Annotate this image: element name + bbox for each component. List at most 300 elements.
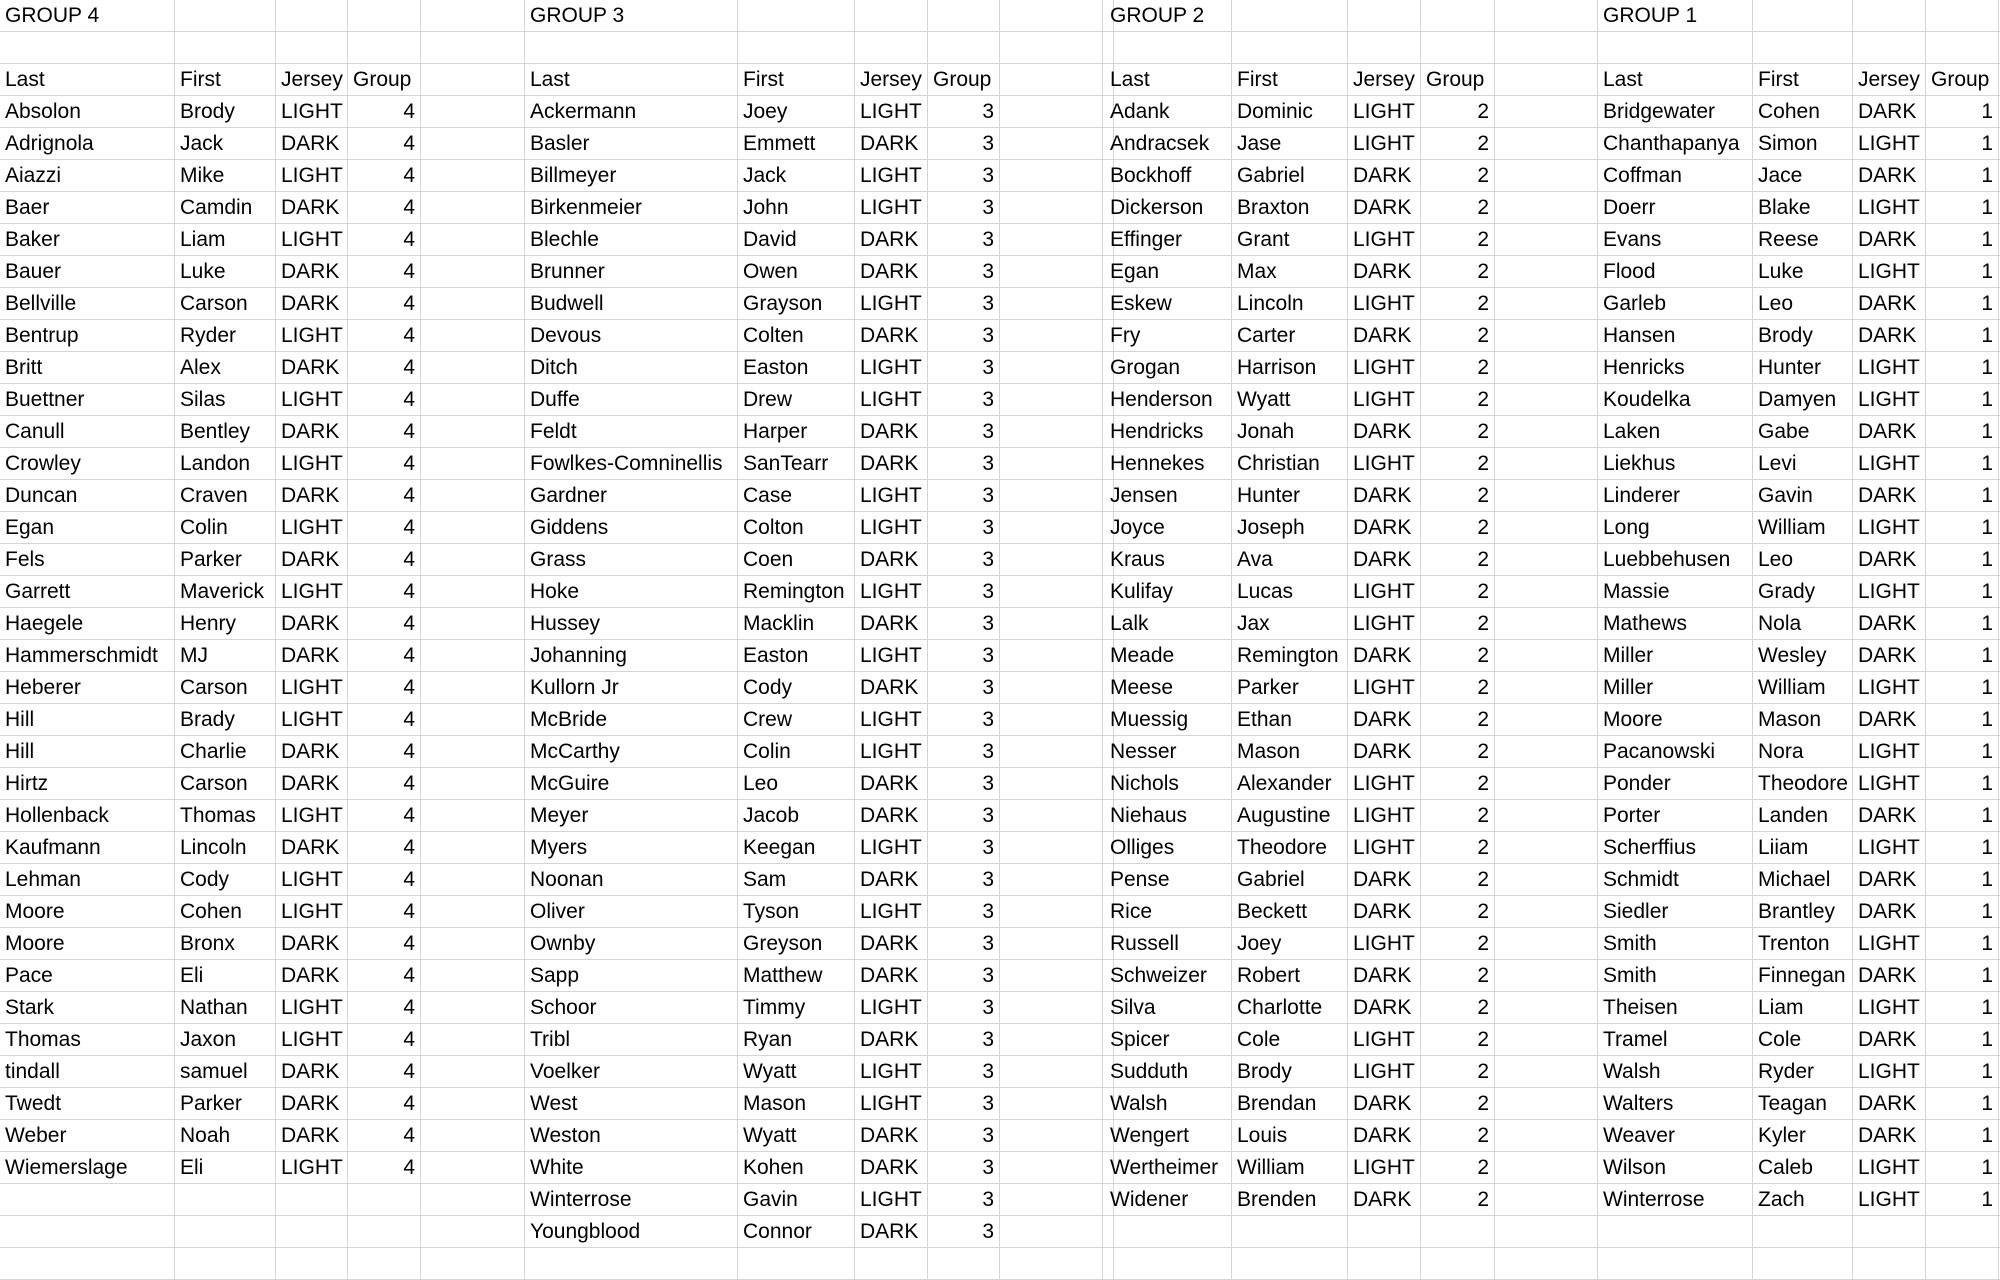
cell-r35-c4[interactable]: 4 <box>348 1088 421 1120</box>
cell-r28-c4[interactable]: 4 <box>348 864 421 896</box>
cell-r20-c5[interactable] <box>421 608 525 640</box>
cell-r18-c13[interactable]: Ava <box>1232 544 1348 576</box>
cell-r28-c5[interactable] <box>421 864 525 896</box>
cell-r2-c4[interactable] <box>348 32 421 64</box>
cell-r6-c10[interactable] <box>1000 160 1103 192</box>
cell-r28-c19[interactable]: DARK <box>1853 864 1926 896</box>
cell-r20-c1[interactable]: Haegele <box>0 608 175 640</box>
cell-r30-c12[interactable]: Russell <box>1105 928 1232 960</box>
cell-r9-c10[interactable] <box>1000 256 1103 288</box>
cell-r14-c14[interactable]: DARK <box>1348 416 1421 448</box>
cell-r22-c12[interactable]: Meese <box>1105 672 1232 704</box>
cell-r39-c8[interactable]: DARK <box>855 1216 928 1248</box>
cell-r34-c1[interactable]: tindall <box>0 1056 175 1088</box>
cell-r37-c17[interactable]: Wilson <box>1598 1152 1753 1184</box>
cell-r33-c6[interactable]: Tribl <box>525 1024 738 1056</box>
cell-r8-c8[interactable]: DARK <box>855 224 928 256</box>
cell-r10-c18[interactable]: Leo <box>1753 288 1853 320</box>
cell-r40-c6[interactable] <box>525 1248 738 1280</box>
cell-r19-c20[interactable]: 1 <box>1926 576 1999 608</box>
cell-r33-c19[interactable]: DARK <box>1853 1024 1926 1056</box>
cell-r2-c19[interactable] <box>1853 32 1926 64</box>
cell-r5-c16[interactable] <box>1495 128 1598 160</box>
cell-r36-c9[interactable]: 3 <box>928 1120 1000 1152</box>
cell-r13-c9[interactable]: 3 <box>928 384 1000 416</box>
cell-r16-c18[interactable]: Gavin <box>1753 480 1853 512</box>
cell-r24-c4[interactable]: 4 <box>348 736 421 768</box>
cell-r22-c5[interactable] <box>421 672 525 704</box>
cell-r16-c19[interactable]: DARK <box>1853 480 1926 512</box>
cell-r21-c13[interactable]: Remington <box>1232 640 1348 672</box>
cell-r22-c2[interactable]: Carson <box>175 672 276 704</box>
cell-r16-c17[interactable]: Linderer <box>1598 480 1753 512</box>
cell-r4-c5[interactable] <box>421 96 525 128</box>
cell-r15-c2[interactable]: Landon <box>175 448 276 480</box>
cell-r10-c1[interactable]: Bellville <box>0 288 175 320</box>
cell-r24-c13[interactable]: Mason <box>1232 736 1348 768</box>
cell-r9-c19[interactable]: LIGHT <box>1853 256 1926 288</box>
cell-r14-c6[interactable]: Feldt <box>525 416 738 448</box>
cell-r20-c2[interactable]: Henry <box>175 608 276 640</box>
cell-r32-c15[interactable]: 2 <box>1421 992 1495 1024</box>
cell-r11-c2[interactable]: Ryder <box>175 320 276 352</box>
cell-r26-c20[interactable]: 1 <box>1926 800 1999 832</box>
cell-r8-c15[interactable]: 2 <box>1421 224 1495 256</box>
cell-r39-c4[interactable] <box>348 1216 421 1248</box>
cell-r8-c5[interactable] <box>421 224 525 256</box>
cell-r18-c6[interactable]: Grass <box>525 544 738 576</box>
cell-r18-c1[interactable]: Fels <box>0 544 175 576</box>
cell-r40-c17[interactable] <box>1598 1248 1753 1280</box>
cell-r30-c1[interactable]: Moore <box>0 928 175 960</box>
cell-r4-c14[interactable]: LIGHT <box>1348 96 1421 128</box>
cell-r14-c8[interactable]: DARK <box>855 416 928 448</box>
cell-r2-c6[interactable] <box>525 32 738 64</box>
cell-r19-c5[interactable] <box>421 576 525 608</box>
cell-r8-c7[interactable]: David <box>738 224 855 256</box>
cell-r18-c3[interactable]: DARK <box>276 544 348 576</box>
cell-r5-c13[interactable]: Jase <box>1232 128 1348 160</box>
cell-r2-c13[interactable] <box>1232 32 1348 64</box>
cell-r30-c15[interactable]: 2 <box>1421 928 1495 960</box>
cell-r31-c9[interactable]: 3 <box>928 960 1000 992</box>
cell-r27-c15[interactable]: 2 <box>1421 832 1495 864</box>
cell-r31-c17[interactable]: Smith <box>1598 960 1753 992</box>
cell-r26-c14[interactable]: LIGHT <box>1348 800 1421 832</box>
cell-r23-c15[interactable]: 2 <box>1421 704 1495 736</box>
cell-r2-c9[interactable] <box>928 32 1000 64</box>
cell-r18-c16[interactable] <box>1495 544 1598 576</box>
cell-r8-c9[interactable]: 3 <box>928 224 1000 256</box>
cell-r12-c13[interactable]: Harrison <box>1232 352 1348 384</box>
cell-r39-c6[interactable]: Youngblood <box>525 1216 738 1248</box>
cell-r18-c5[interactable] <box>421 544 525 576</box>
cell-r31-c6[interactable]: Sapp <box>525 960 738 992</box>
cell-r9-c14[interactable]: DARK <box>1348 256 1421 288</box>
cell-r4-c2[interactable]: Brody <box>175 96 276 128</box>
cell-r23-c16[interactable] <box>1495 704 1598 736</box>
cell-r22-c7[interactable]: Cody <box>738 672 855 704</box>
cell-r15-c9[interactable]: 3 <box>928 448 1000 480</box>
cell-r29-c14[interactable]: DARK <box>1348 896 1421 928</box>
cell-r36-c19[interactable]: DARK <box>1853 1120 1926 1152</box>
cell-r31-c14[interactable]: DARK <box>1348 960 1421 992</box>
cell-r17-c3[interactable]: LIGHT <box>276 512 348 544</box>
cell-r1-c9[interactable] <box>928 0 1000 32</box>
cell-r33-c2[interactable]: Jaxon <box>175 1024 276 1056</box>
cell-r35-c16[interactable] <box>1495 1088 1598 1120</box>
cell-r29-c7[interactable]: Tyson <box>738 896 855 928</box>
cell-r11-c14[interactable]: DARK <box>1348 320 1421 352</box>
cell-r9-c2[interactable]: Luke <box>175 256 276 288</box>
cell-r4-c4[interactable]: 4 <box>348 96 421 128</box>
cell-r22-c13[interactable]: Parker <box>1232 672 1348 704</box>
cell-r5-c19[interactable]: LIGHT <box>1853 128 1926 160</box>
cell-r19-c1[interactable]: Garrett <box>0 576 175 608</box>
cell-r17-c15[interactable]: 2 <box>1421 512 1495 544</box>
cell-r33-c8[interactable]: DARK <box>855 1024 928 1056</box>
cell-r11-c3[interactable]: LIGHT <box>276 320 348 352</box>
cell-r36-c1[interactable]: Weber <box>0 1120 175 1152</box>
cell-r10-c19[interactable]: DARK <box>1853 288 1926 320</box>
cell-r4-c17[interactable]: Bridgewater <box>1598 96 1753 128</box>
cell-r24-c5[interactable] <box>421 736 525 768</box>
cell-r14-c3[interactable]: DARK <box>276 416 348 448</box>
cell-r5-c6[interactable]: Basler <box>525 128 738 160</box>
cell-r39-c14[interactable] <box>1348 1216 1421 1248</box>
cell-r6-c4[interactable]: 4 <box>348 160 421 192</box>
cell-r6-c12[interactable]: Bockhoff <box>1105 160 1232 192</box>
cell-r1-c8[interactable] <box>855 0 928 32</box>
cell-r33-c12[interactable]: Spicer <box>1105 1024 1232 1056</box>
cell-r30-c10[interactable] <box>1000 928 1103 960</box>
cell-r12-c14[interactable]: LIGHT <box>1348 352 1421 384</box>
cell-r39-c15[interactable] <box>1421 1216 1495 1248</box>
cell-r16-c8[interactable]: LIGHT <box>855 480 928 512</box>
cell-r2-c14[interactable] <box>1348 32 1421 64</box>
cell-r21-c4[interactable]: 4 <box>348 640 421 672</box>
cell-r29-c18[interactable]: Brantley <box>1753 896 1853 928</box>
cell-r7-c17[interactable]: Doerr <box>1598 192 1753 224</box>
cell-r18-c15[interactable]: 2 <box>1421 544 1495 576</box>
cell-r20-c13[interactable]: Jax <box>1232 608 1348 640</box>
cell-r28-c12[interactable]: Pense <box>1105 864 1232 896</box>
cell-r22-c10[interactable] <box>1000 672 1103 704</box>
cell-r2-c3[interactable] <box>276 32 348 64</box>
cell-r40-c3[interactable] <box>276 1248 348 1280</box>
cell-r17-c20[interactable]: 1 <box>1926 512 1999 544</box>
cell-r23-c4[interactable]: 4 <box>348 704 421 736</box>
cell-r29-c20[interactable]: 1 <box>1926 896 1999 928</box>
cell-r4-c1[interactable]: Absolon <box>0 96 175 128</box>
cell-r27-c10[interactable] <box>1000 832 1103 864</box>
cell-r10-c9[interactable]: 3 <box>928 288 1000 320</box>
cell-r37-c13[interactable]: William <box>1232 1152 1348 1184</box>
cell-r27-c7[interactable]: Keegan <box>738 832 855 864</box>
cell-r16-c12[interactable]: Jensen <box>1105 480 1232 512</box>
cell-r27-c9[interactable]: 3 <box>928 832 1000 864</box>
cell-r17-c8[interactable]: LIGHT <box>855 512 928 544</box>
cell-r28-c17[interactable]: Schmidt <box>1598 864 1753 896</box>
cell-r17-c14[interactable]: DARK <box>1348 512 1421 544</box>
cell-r31-c5[interactable] <box>421 960 525 992</box>
cell-r13-c7[interactable]: Drew <box>738 384 855 416</box>
cell-r12-c16[interactable] <box>1495 352 1598 384</box>
cell-r1-c4[interactable] <box>348 0 421 32</box>
cell-r7-c12[interactable]: Dickerson <box>1105 192 1232 224</box>
cell-r8-c3[interactable]: LIGHT <box>276 224 348 256</box>
cell-r2-c12[interactable] <box>1105 32 1232 64</box>
cell-r9-c6[interactable]: Brunner <box>525 256 738 288</box>
cell-r24-c1[interactable]: Hill <box>0 736 175 768</box>
cell-r5-c3[interactable]: DARK <box>276 128 348 160</box>
cell-r7-c18[interactable]: Blake <box>1753 192 1853 224</box>
cell-r20-c19[interactable]: DARK <box>1853 608 1926 640</box>
cell-r39-c16[interactable] <box>1495 1216 1598 1248</box>
cell-r40-c20[interactable] <box>1926 1248 1999 1280</box>
cell-r3-c19[interactable]: Jersey <box>1853 64 1926 96</box>
cell-r33-c13[interactable]: Cole <box>1232 1024 1348 1056</box>
cell-r30-c19[interactable]: LIGHT <box>1853 928 1926 960</box>
cell-r8-c20[interactable]: 1 <box>1926 224 1999 256</box>
cell-r15-c15[interactable]: 2 <box>1421 448 1495 480</box>
cell-r40-c15[interactable] <box>1421 1248 1495 1280</box>
cell-r3-c12[interactable]: Last <box>1105 64 1232 96</box>
cell-r28-c15[interactable]: 2 <box>1421 864 1495 896</box>
cell-r36-c10[interactable] <box>1000 1120 1103 1152</box>
cell-r9-c3[interactable]: DARK <box>276 256 348 288</box>
cell-r35-c18[interactable]: Teagan <box>1753 1088 1853 1120</box>
cell-r5-c7[interactable]: Emmett <box>738 128 855 160</box>
cell-r18-c17[interactable]: Luebbehusen <box>1598 544 1753 576</box>
cell-r18-c9[interactable]: 3 <box>928 544 1000 576</box>
cell-r15-c19[interactable]: LIGHT <box>1853 448 1926 480</box>
cell-r10-c2[interactable]: Carson <box>175 288 276 320</box>
cell-r30-c17[interactable]: Smith <box>1598 928 1753 960</box>
cell-r32-c7[interactable]: Timmy <box>738 992 855 1024</box>
cell-r38-c2[interactable] <box>175 1184 276 1216</box>
cell-r37-c9[interactable]: 3 <box>928 1152 1000 1184</box>
cell-r39-c18[interactable] <box>1753 1216 1853 1248</box>
cell-r18-c2[interactable]: Parker <box>175 544 276 576</box>
cell-r4-c13[interactable]: Dominic <box>1232 96 1348 128</box>
cell-r15-c5[interactable] <box>421 448 525 480</box>
cell-r16-c10[interactable] <box>1000 480 1103 512</box>
cell-r1-c13[interactable] <box>1232 0 1348 32</box>
cell-r36-c5[interactable] <box>421 1120 525 1152</box>
cell-r11-c15[interactable]: 2 <box>1421 320 1495 352</box>
cell-r25-c5[interactable] <box>421 768 525 800</box>
cell-r3-c8[interactable]: Jersey <box>855 64 928 96</box>
cell-r24-c20[interactable]: 1 <box>1926 736 1999 768</box>
cell-r29-c6[interactable]: Oliver <box>525 896 738 928</box>
cell-r39-c1[interactable] <box>0 1216 175 1248</box>
cell-r15-c8[interactable]: DARK <box>855 448 928 480</box>
cell-r25-c19[interactable]: LIGHT <box>1853 768 1926 800</box>
cell-r11-c18[interactable]: Brody <box>1753 320 1853 352</box>
cell-r15-c12[interactable]: Hennekes <box>1105 448 1232 480</box>
cell-r35-c5[interactable] <box>421 1088 525 1120</box>
cell-r10-c17[interactable]: Garleb <box>1598 288 1753 320</box>
cell-r36-c15[interactable]: 2 <box>1421 1120 1495 1152</box>
cell-r37-c8[interactable]: DARK <box>855 1152 928 1184</box>
cell-r38-c20[interactable]: 1 <box>1926 1184 1999 1216</box>
cell-r32-c14[interactable]: DARK <box>1348 992 1421 1024</box>
cell-r34-c17[interactable]: Walsh <box>1598 1056 1753 1088</box>
cell-r9-c18[interactable]: Luke <box>1753 256 1853 288</box>
cell-r25-c1[interactable]: Hirtz <box>0 768 175 800</box>
cell-r24-c12[interactable]: Nesser <box>1105 736 1232 768</box>
cell-r31-c7[interactable]: Matthew <box>738 960 855 992</box>
cell-r36-c18[interactable]: Kyler <box>1753 1120 1853 1152</box>
cell-r34-c9[interactable]: 3 <box>928 1056 1000 1088</box>
cell-r22-c4[interactable]: 4 <box>348 672 421 704</box>
cell-r34-c13[interactable]: Brody <box>1232 1056 1348 1088</box>
cell-r26-c6[interactable]: Meyer <box>525 800 738 832</box>
cell-r5-c14[interactable]: LIGHT <box>1348 128 1421 160</box>
cell-r4-c18[interactable]: Cohen <box>1753 96 1853 128</box>
cell-r13-c2[interactable]: Silas <box>175 384 276 416</box>
cell-r31-c8[interactable]: DARK <box>855 960 928 992</box>
cell-r35-c19[interactable]: DARK <box>1853 1088 1926 1120</box>
cell-r24-c17[interactable]: Pacanowski <box>1598 736 1753 768</box>
cell-r3-c1[interactable]: Last <box>0 64 175 96</box>
cell-r40-c2[interactable] <box>175 1248 276 1280</box>
cell-r29-c8[interactable]: LIGHT <box>855 896 928 928</box>
cell-r8-c14[interactable]: LIGHT <box>1348 224 1421 256</box>
cell-r33-c16[interactable] <box>1495 1024 1598 1056</box>
cell-r28-c9[interactable]: 3 <box>928 864 1000 896</box>
cell-r13-c4[interactable]: 4 <box>348 384 421 416</box>
cell-r36-c6[interactable]: Weston <box>525 1120 738 1152</box>
cell-r35-c9[interactable]: 3 <box>928 1088 1000 1120</box>
cell-r10-c3[interactable]: DARK <box>276 288 348 320</box>
cell-r37-c19[interactable]: LIGHT <box>1853 1152 1926 1184</box>
cell-r3-c9[interactable]: Group <box>928 64 1000 96</box>
cell-r8-c6[interactable]: Blechle <box>525 224 738 256</box>
cell-r21-c16[interactable] <box>1495 640 1598 672</box>
cell-r18-c7[interactable]: Coen <box>738 544 855 576</box>
cell-r14-c7[interactable]: Harper <box>738 416 855 448</box>
cell-r23-c12[interactable]: Muessig <box>1105 704 1232 736</box>
cell-r39-c2[interactable] <box>175 1216 276 1248</box>
cell-r34-c7[interactable]: Wyatt <box>738 1056 855 1088</box>
cell-r26-c19[interactable]: DARK <box>1853 800 1926 832</box>
cell-r21-c2[interactable]: MJ <box>175 640 276 672</box>
cell-r16-c4[interactable]: 4 <box>348 480 421 512</box>
cell-r32-c19[interactable]: LIGHT <box>1853 992 1926 1024</box>
cell-r2-c20[interactable] <box>1926 32 1999 64</box>
cell-r1-c18[interactable] <box>1753 0 1853 32</box>
cell-r11-c10[interactable] <box>1000 320 1103 352</box>
cell-r12-c18[interactable]: Hunter <box>1753 352 1853 384</box>
cell-r31-c2[interactable]: Eli <box>175 960 276 992</box>
cell-r9-c15[interactable]: 2 <box>1421 256 1495 288</box>
cell-r13-c3[interactable]: LIGHT <box>276 384 348 416</box>
cell-r9-c1[interactable]: Bauer <box>0 256 175 288</box>
cell-r9-c5[interactable] <box>421 256 525 288</box>
cell-r24-c15[interactable]: 2 <box>1421 736 1495 768</box>
cell-r25-c13[interactable]: Alexander <box>1232 768 1348 800</box>
cell-r31-c12[interactable]: Schweizer <box>1105 960 1232 992</box>
cell-r12-c6[interactable]: Ditch <box>525 352 738 384</box>
cell-r7-c7[interactable]: John <box>738 192 855 224</box>
cell-r11-c13[interactable]: Carter <box>1232 320 1348 352</box>
cell-r3-c10[interactable] <box>1000 64 1103 96</box>
cell-r22-c9[interactable]: 3 <box>928 672 1000 704</box>
cell-r17-c16[interactable] <box>1495 512 1598 544</box>
cell-r28-c6[interactable]: Noonan <box>525 864 738 896</box>
cell-r33-c1[interactable]: Thomas <box>0 1024 175 1056</box>
cell-r21-c10[interactable] <box>1000 640 1103 672</box>
cell-r38-c10[interactable] <box>1000 1184 1103 1216</box>
cell-r38-c9[interactable]: 3 <box>928 1184 1000 1216</box>
cell-r1-c17[interactable]: GROUP 1 <box>1598 0 1753 32</box>
cell-r26-c10[interactable] <box>1000 800 1103 832</box>
cell-r5-c18[interactable]: Simon <box>1753 128 1853 160</box>
cell-r30-c16[interactable] <box>1495 928 1598 960</box>
cell-r13-c8[interactable]: LIGHT <box>855 384 928 416</box>
cell-r9-c12[interactable]: Egan <box>1105 256 1232 288</box>
cell-r6-c18[interactable]: Jace <box>1753 160 1853 192</box>
cell-r34-c3[interactable]: DARK <box>276 1056 348 1088</box>
cell-r23-c9[interactable]: 3 <box>928 704 1000 736</box>
cell-r15-c18[interactable]: Levi <box>1753 448 1853 480</box>
cell-r15-c16[interactable] <box>1495 448 1598 480</box>
cell-r4-c10[interactable] <box>1000 96 1103 128</box>
cell-r24-c10[interactable] <box>1000 736 1103 768</box>
cell-r40-c19[interactable] <box>1853 1248 1926 1280</box>
cell-r33-c15[interactable]: 2 <box>1421 1024 1495 1056</box>
cell-r7-c4[interactable]: 4 <box>348 192 421 224</box>
cell-r3-c18[interactable]: First <box>1753 64 1853 96</box>
cell-r19-c9[interactable]: 3 <box>928 576 1000 608</box>
cell-r37-c18[interactable]: Caleb <box>1753 1152 1853 1184</box>
cell-r21-c5[interactable] <box>421 640 525 672</box>
cell-r20-c16[interactable] <box>1495 608 1598 640</box>
cell-r28-c20[interactable]: 1 <box>1926 864 1999 896</box>
cell-r21-c18[interactable]: Wesley <box>1753 640 1853 672</box>
cell-r34-c19[interactable]: LIGHT <box>1853 1056 1926 1088</box>
cell-r16-c5[interactable] <box>421 480 525 512</box>
cell-r8-c4[interactable]: 4 <box>348 224 421 256</box>
cell-r5-c4[interactable]: 4 <box>348 128 421 160</box>
cell-r33-c9[interactable]: 3 <box>928 1024 1000 1056</box>
cell-r3-c15[interactable]: Group <box>1421 64 1495 96</box>
cell-r32-c6[interactable]: Schoor <box>525 992 738 1024</box>
cell-r7-c9[interactable]: 3 <box>928 192 1000 224</box>
cell-r22-c20[interactable]: 1 <box>1926 672 1999 704</box>
cell-r13-c18[interactable]: Damyen <box>1753 384 1853 416</box>
cell-r12-c7[interactable]: Easton <box>738 352 855 384</box>
cell-r26-c15[interactable]: 2 <box>1421 800 1495 832</box>
cell-r28-c8[interactable]: DARK <box>855 864 928 896</box>
cell-r19-c6[interactable]: Hoke <box>525 576 738 608</box>
cell-r27-c1[interactable]: Kaufmann <box>0 832 175 864</box>
cell-r9-c8[interactable]: DARK <box>855 256 928 288</box>
cell-r16-c16[interactable] <box>1495 480 1598 512</box>
cell-r23-c19[interactable]: DARK <box>1853 704 1926 736</box>
cell-r26-c17[interactable]: Porter <box>1598 800 1753 832</box>
cell-r27-c18[interactable]: Liiam <box>1753 832 1853 864</box>
cell-r22-c15[interactable]: 2 <box>1421 672 1495 704</box>
cell-r18-c12[interactable]: Kraus <box>1105 544 1232 576</box>
cell-r38-c4[interactable] <box>348 1184 421 1216</box>
cell-r9-c9[interactable]: 3 <box>928 256 1000 288</box>
cell-r14-c9[interactable]: 3 <box>928 416 1000 448</box>
cell-r25-c3[interactable]: DARK <box>276 768 348 800</box>
cell-r5-c2[interactable]: Jack <box>175 128 276 160</box>
